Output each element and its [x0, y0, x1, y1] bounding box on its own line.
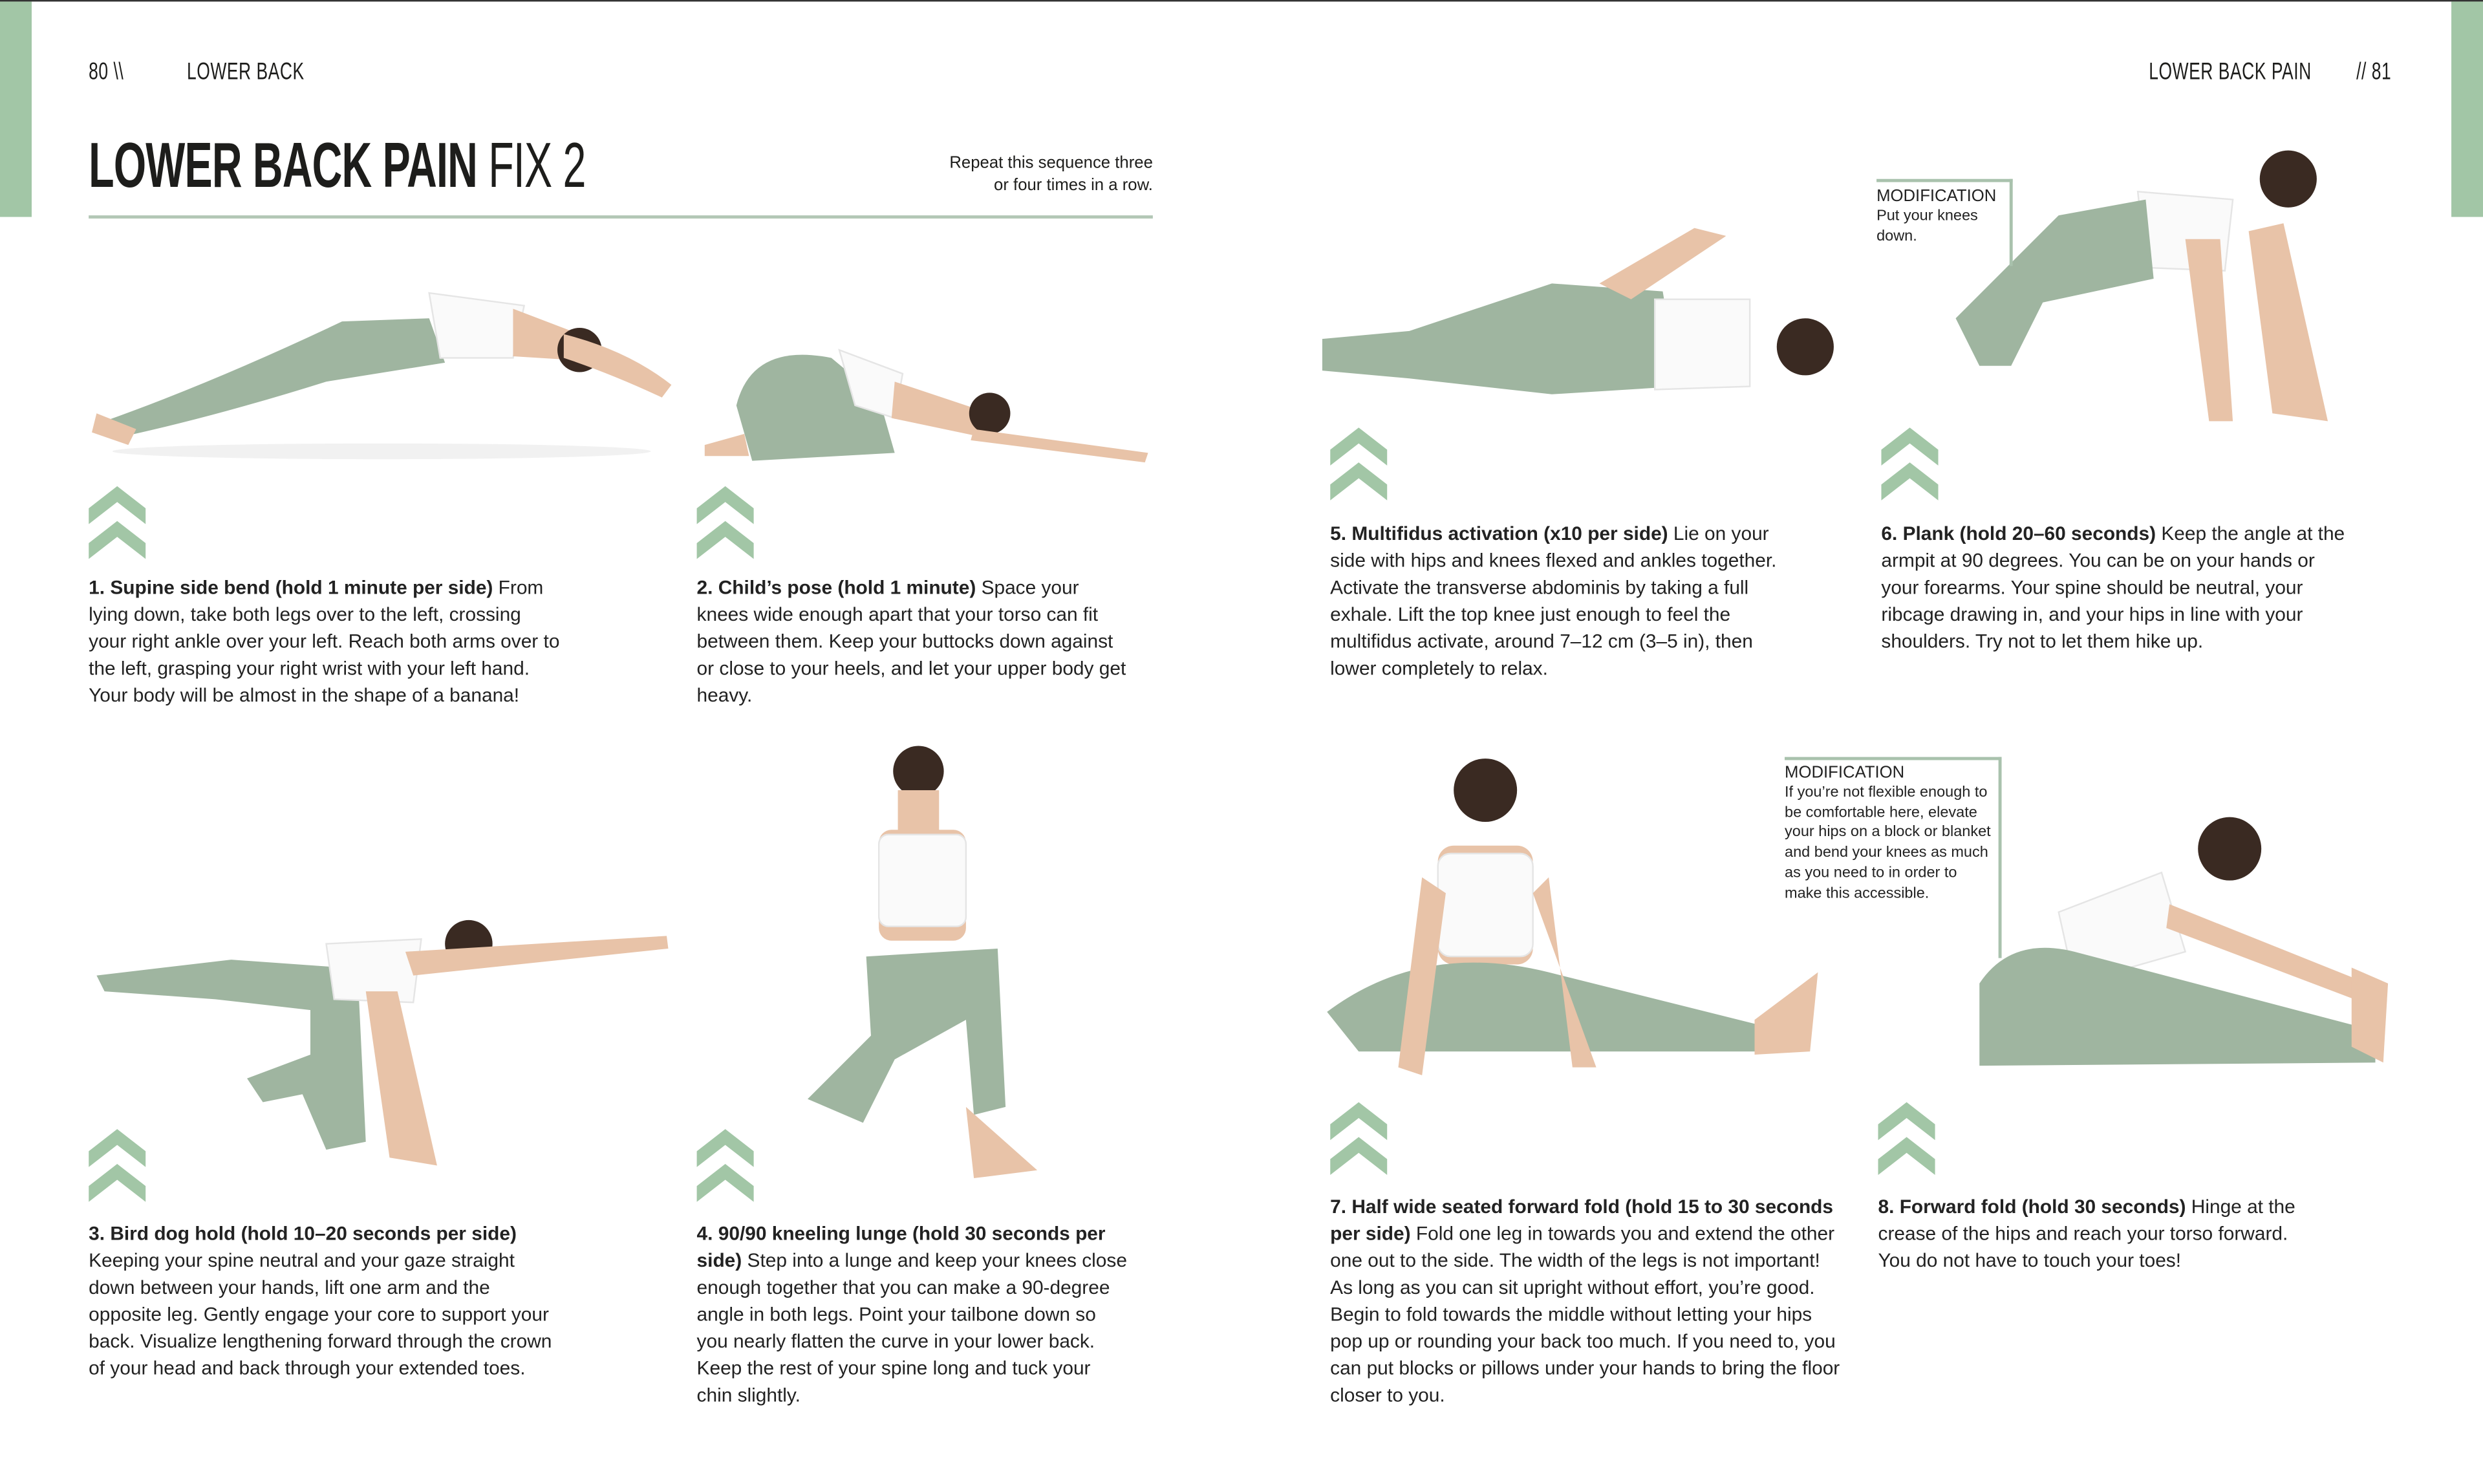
exercise-body: Keep the angle at the armpit at 90 degrees. You can be on your hands or your forearms. Your spine should be neutral, your ribcage drawing in, and your hips in line with your shoulders. Try not to let them hike up. — [1881, 522, 2345, 652]
chevron-up-icon — [1881, 424, 1938, 503]
exercise-7-text — [1330, 1194, 1840, 1410]
intro-line-2: or four times in a row. — [994, 175, 1153, 195]
exercise-heading: 3. Bird dog hold (hold 10–20 seconds per side) — [89, 1222, 517, 1245]
exercise-heading: 8. Forward fold (hold 30 seconds) — [1878, 1195, 2186, 1218]
chevron-up-icon — [697, 1126, 754, 1205]
exercise-body: Lie on your side with hips and knees flexed and ankles together. Activate the transverse abdominis by taking a full exhale. Lift the top knee just enough to feel the multifidus activate, around 7–12 cm (3–5 in), then lower completely to relax. — [1330, 522, 1777, 680]
chevron-up-icon — [1330, 1099, 1387, 1178]
modification-text: Put your knees down. — [1876, 207, 1978, 245]
intro-line-1: Repeat this sequence three — [949, 153, 1153, 173]
exercise-heading: 2. Child’s pose (hold 1 minute) — [696, 576, 976, 599]
exercise-1-text — [89, 575, 564, 709]
exercise-8-text — [1878, 1194, 2298, 1275]
exercise-3-text — [89, 1221, 564, 1382]
exercise-heading: 7. Half wide seated forward fold (hold 15 to 30 seconds per side) — [1330, 1195, 1834, 1245]
photo-bird-dog — [89, 904, 674, 1181]
modification-text: If you’re not flexible enough to be comfortable here, elevate your hips on a block or blanket and bend your knees as much as you need to in order to make this accessible. — [1785, 783, 1991, 903]
exercise-body: Space your knees wide enough apart that your torso can fit between them. Keep your buttocks down against or close to your heels, and let your upper body get heavy. — [696, 576, 1126, 707]
exercise-heading: 6. Plank (hold 20–60 seconds) — [1881, 522, 2156, 545]
exercise-body: Fold one leg in towards you and extend the other one out to the side. The width of the legs is not important! As long as you can sit upright without effort, you’re good. Begin to fold towards the middle without letting your hips pop up or rounding your back too much. If you need to, you can put blocks or pillows under your hands to bring the floor closer to you. — [1330, 1222, 1840, 1406]
exercise-body: Hinge at the crease of the hips and reach your torso forward. You do not have to touch your toes! — [1878, 1195, 2295, 1272]
exercise-body: Step into a lunge and keep your knees close enough together that you can make a 90-degree angle in both legs. Point your tailbone down so you nearly flatten the curve in your lower back. Keep the rest of your spine long and tuck your chin slightly. — [696, 1249, 1127, 1406]
left-running-head: LOWER BACK — [186, 58, 305, 86]
exercise-body: Keeping your spine neutral and your gaze straight down between your hands, lift one arm and the opposite leg. Gently engage your core to support your back. Visualize lengthening forward through the crown of your head and back through your extended toes. — [89, 1249, 552, 1380]
chevron-up-icon — [89, 1126, 145, 1205]
right-page-number: // 81 — [2356, 58, 2392, 86]
chevron-up-icon — [89, 483, 145, 562]
exercise-heading: 1. Supine side bend (hold 1 minute per side) — [89, 576, 493, 599]
chevron-up-icon — [697, 483, 754, 562]
photo-kneeling-lunge — [800, 743, 1046, 1187]
photo-supine-side-bend — [89, 286, 674, 460]
intro-note — [836, 152, 1153, 197]
chevron-up-icon — [1330, 424, 1387, 503]
title-rule — [89, 215, 1153, 219]
exercise-heading: 5. Multifidus activation (x10 per side) — [1330, 522, 1668, 545]
title-bold: LOWER BACK PAIN — [89, 131, 478, 202]
modification-label: MODIFICATION — [1876, 186, 1997, 206]
title-light: FIX 2 — [488, 131, 586, 202]
exercise-heading: 4. 90/90 kneeling lunge (hold 30 seconds per side) — [696, 1222, 1106, 1272]
exercise-6-text — [1881, 521, 2356, 656]
exercise-body: From lying down, take both legs over to the left, crossing your right ankle over your left. Reach both arms over to the left, grasping your right wrist with your left hand. Your body will be almost in the shape of a banana! — [89, 576, 560, 707]
plank-modification — [1876, 187, 2003, 248]
left-section-tab — [0, 1, 32, 217]
forward-fold-modification — [1785, 763, 1997, 905]
photo-childs-pose — [705, 342, 1156, 466]
photo-forward-fold — [1979, 809, 2394, 1070]
photo-half-wide-seated-forward-fold — [1327, 751, 1834, 1091]
right-section-tab — [2451, 1, 2483, 217]
modification-label: MODIFICATION — [1785, 763, 1905, 782]
page-title — [89, 131, 586, 202]
exercise-4-text — [697, 1221, 1128, 1409]
exercise-5-text — [1330, 521, 1789, 683]
exercise-2-text — [697, 575, 1128, 709]
photo-multifidus-activation — [1315, 212, 1869, 402]
right-running-head: LOWER BACK PAIN — [2149, 58, 2312, 86]
left-page-number: 80 \\ — [89, 58, 124, 86]
chevron-up-icon — [1878, 1099, 1935, 1178]
